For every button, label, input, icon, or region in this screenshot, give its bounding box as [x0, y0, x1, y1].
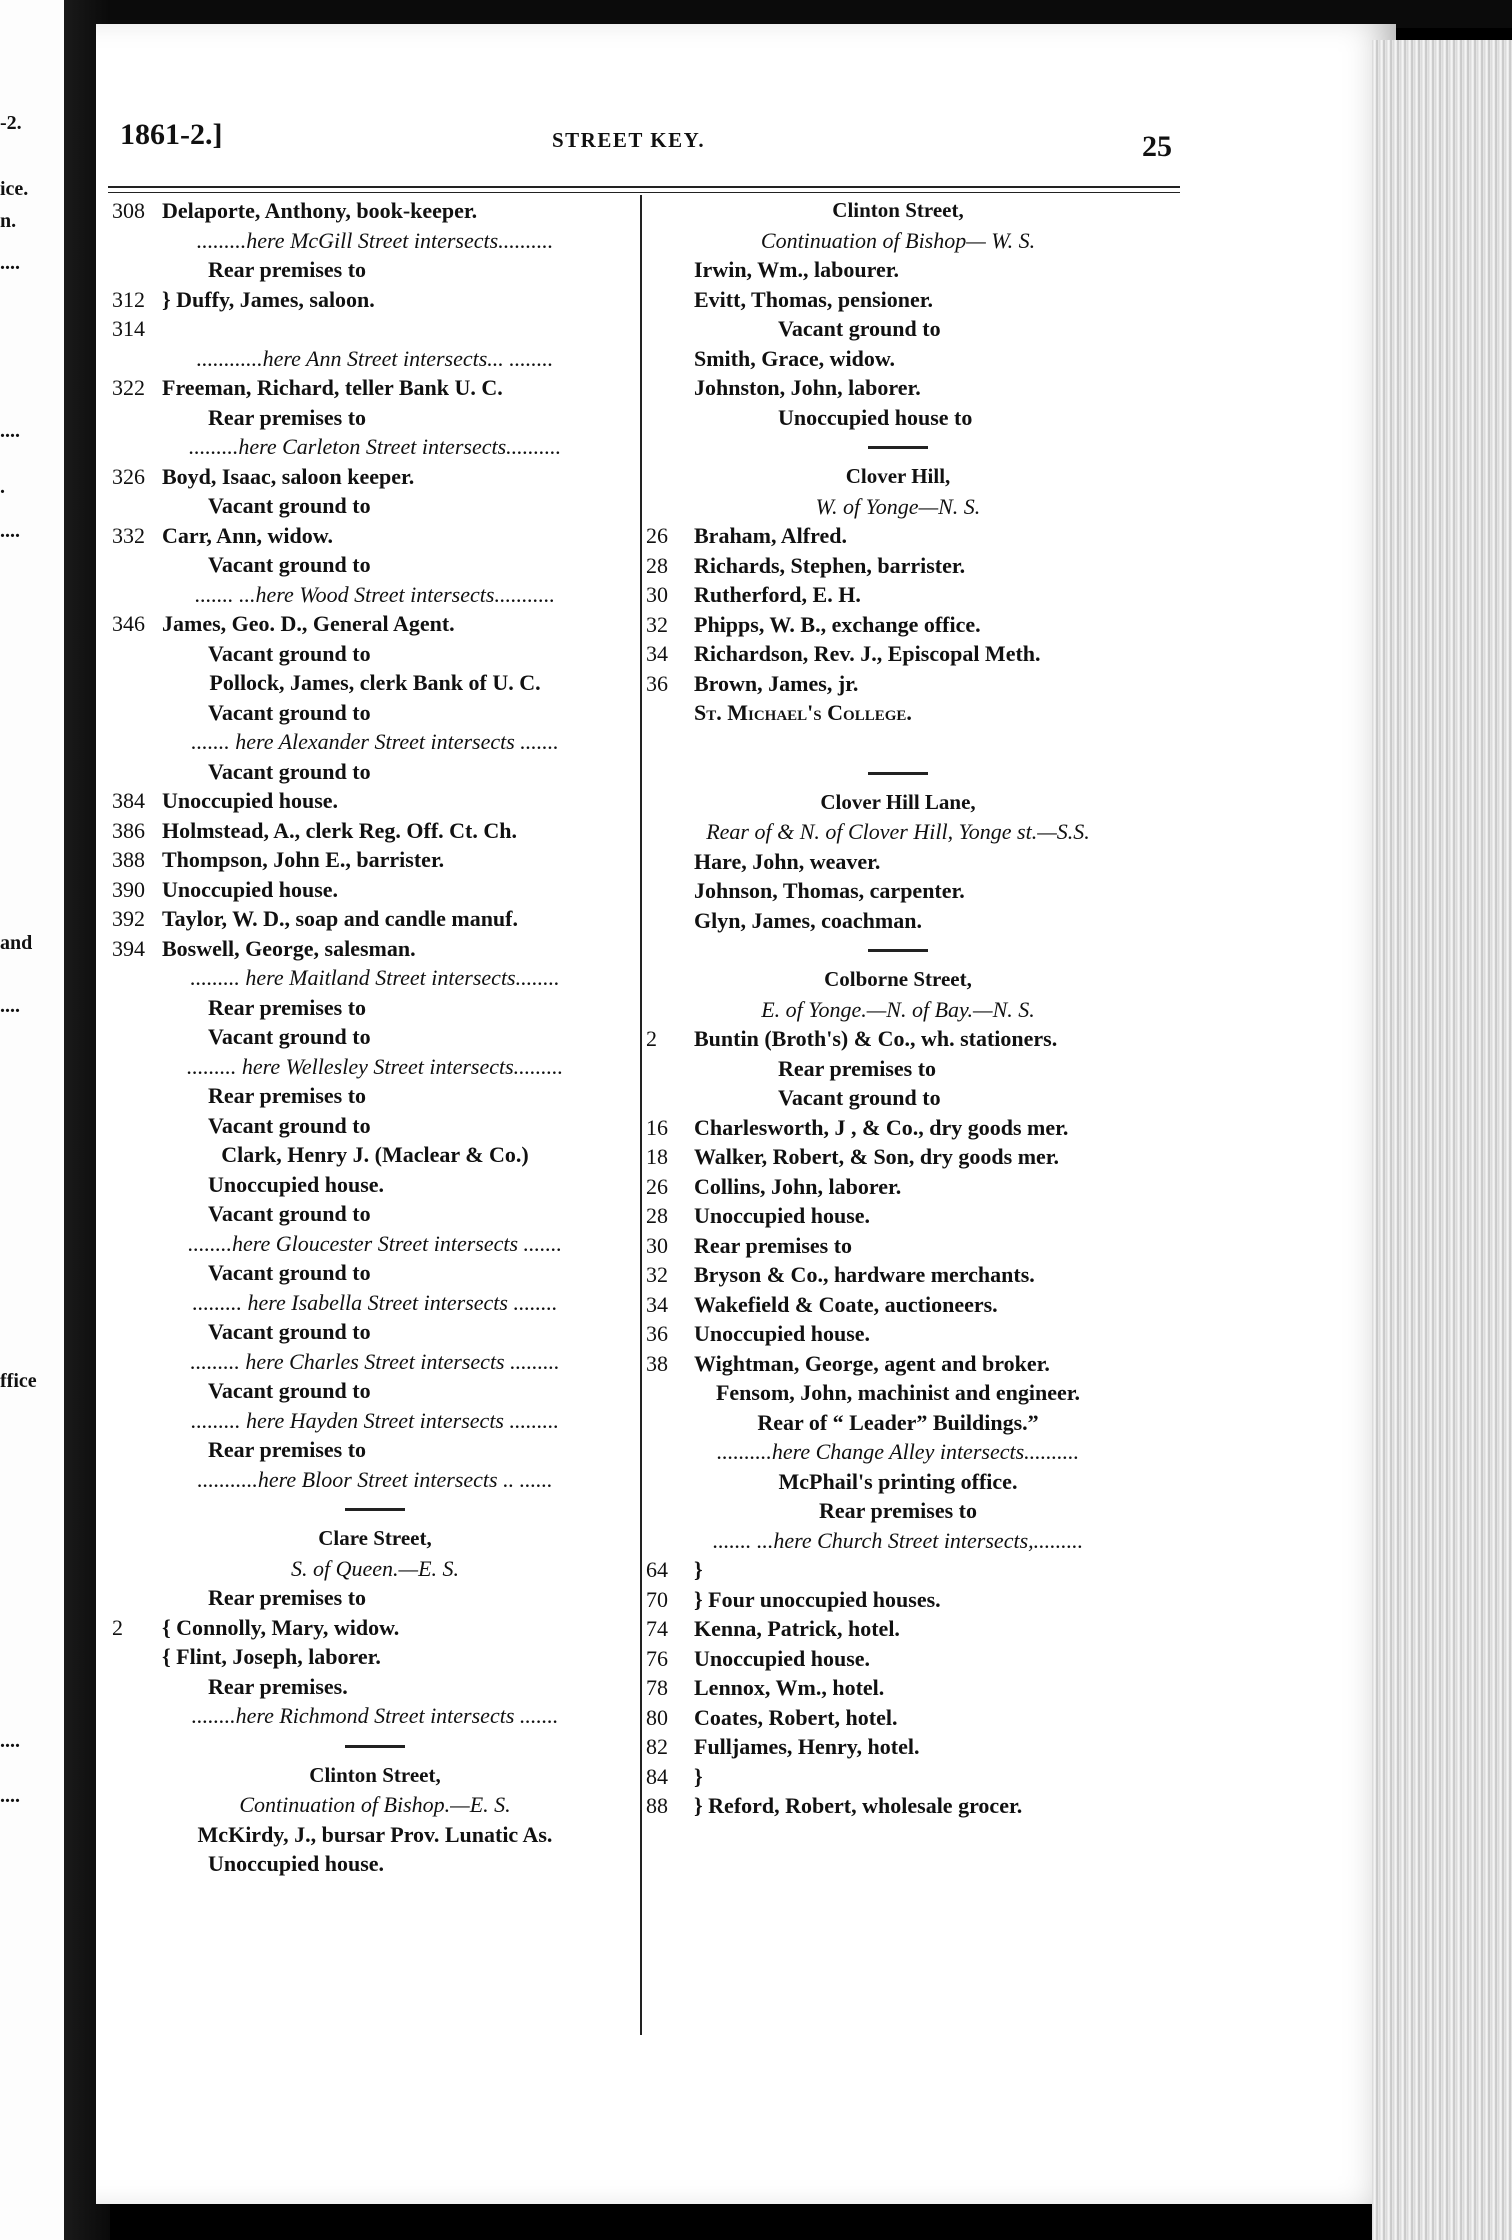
directory-entry — [112, 786, 638, 816]
occupant-text: Unoccupied house. — [694, 1203, 871, 1228]
occupant-text: } Four unoccupied houses. — [694, 1586, 941, 1612]
directory-entry — [618, 1467, 1178, 1497]
header-rule-top — [108, 186, 1180, 188]
house-number: 88 — [646, 1793, 668, 1818]
directory-entry — [618, 1172, 1178, 1202]
house-number: 26 — [646, 1173, 668, 1199]
house-number: 332 — [112, 522, 145, 548]
directory-entry — [618, 551, 1178, 581]
intersection-text: ....... ...here Wood Street intersects........... — [195, 581, 555, 607]
occupant-text: Buntin (Broth's) & Co., wh. stationers. — [694, 1026, 1058, 1051]
occupant-text: Unoccupied house. — [694, 1321, 871, 1346]
intersection-line — [112, 1347, 638, 1377]
directory-entry — [618, 1260, 1178, 1290]
intersection-text: ........here Gloucester Street intersects ....... — [187, 1230, 563, 1256]
intersection-text: ......... here Wellesley Street intersects......... — [186, 1053, 564, 1079]
directory-entry — [618, 285, 1178, 315]
previous-page-fragment: .... — [0, 520, 20, 542]
premises-note — [112, 1170, 638, 1200]
directory-entry — [618, 1024, 1178, 1054]
intersection-line — [112, 963, 638, 993]
occupant-text: Richardson, Rev. J., Episcopal Meth. — [694, 641, 1041, 666]
street-name: Clover Hill, — [845, 464, 951, 488]
intersection-text: ....... ...here Church Street intersects,......... — [712, 1527, 1084, 1553]
intersection-line — [112, 1288, 638, 1318]
occupant-text: Rear premises to — [694, 1232, 853, 1258]
house-number: 34 — [646, 641, 668, 666]
occupant-text: Braham, Alfred. — [694, 523, 847, 548]
occupant-text: Brown, James, jr. — [694, 670, 859, 696]
intersection-line — [112, 226, 638, 256]
previous-page-fragment: -2. — [0, 112, 22, 134]
separator-dash — [868, 949, 928, 952]
previous-page-fragment: . — [0, 476, 5, 498]
premises-note — [618, 403, 1178, 433]
spacer — [618, 728, 1178, 758]
previous-page-fragment: .... — [0, 1785, 20, 1807]
directory-entry — [618, 698, 1178, 728]
street-name: Clinton Street, — [832, 198, 964, 222]
occupant-text: Delaporte, Anthony, book-keeper. — [162, 198, 478, 223]
house-number: 74 — [646, 1616, 668, 1641]
street-location-text: S. of Queen.—E. S. — [290, 1555, 460, 1581]
directory-entry — [618, 1555, 1178, 1585]
premises-text: Vacant ground to — [208, 1378, 371, 1403]
premises-note — [112, 1111, 638, 1141]
premises-text: Rear premises to — [208, 404, 367, 430]
premises-text: Vacant ground to — [208, 1024, 371, 1049]
house-number: 76 — [646, 1645, 668, 1671]
directory-entry — [112, 1820, 638, 1850]
directory-entry — [618, 521, 1178, 551]
directory-entry — [618, 669, 1178, 699]
premises-note — [112, 1672, 638, 1702]
premises-text: Rear premises. — [208, 1673, 348, 1699]
house-number: 78 — [646, 1675, 668, 1700]
directory-entry — [618, 1703, 1178, 1733]
section-separator — [618, 758, 1178, 788]
occupant-text: McKirdy, J., bursar Prov. Lunatic As. — [197, 1821, 553, 1847]
premises-note — [112, 1435, 638, 1465]
section-separator — [618, 935, 1178, 965]
directory-entry — [618, 847, 1178, 877]
occupant-text: Wightman, George, agent and broker. — [694, 1350, 1050, 1376]
premises-note — [112, 1317, 638, 1347]
house-number: 18 — [646, 1144, 668, 1169]
directory-entry — [112, 314, 638, 344]
premises-note — [112, 1022, 638, 1052]
house-number: 390 — [112, 876, 145, 902]
directory-entry — [618, 1113, 1178, 1143]
intersection-line — [112, 1052, 638, 1082]
occupant-text: { Connolly, Mary, widow. — [162, 1614, 400, 1640]
premises-note — [112, 1376, 638, 1406]
intersection-text: ......... here Charles Street intersects ......... — [190, 1348, 560, 1374]
house-number: 84 — [646, 1763, 668, 1789]
street-location — [618, 995, 1178, 1025]
premises-note — [112, 491, 638, 521]
occupant-text: Bryson & Co., hardware merchants. — [694, 1262, 1035, 1287]
street-name: Clare Street, — [318, 1526, 432, 1550]
directory-entry — [112, 196, 638, 226]
occupant-text: Holmstead, A., clerk Reg. Off. Ct. Ch. — [162, 817, 518, 843]
intersection-line — [618, 1437, 1178, 1467]
occupant-text: Rear of “ Leader” Buildings.” — [757, 1409, 1039, 1435]
house-number: 36 — [646, 1321, 668, 1346]
directory-entry — [618, 580, 1178, 610]
occupant-text: James, Geo. D., General Agent. — [162, 611, 455, 636]
occupant-text: Unoccupied house. — [162, 876, 339, 902]
premises-text: Vacant ground to — [208, 1260, 371, 1285]
directory-entry — [112, 373, 638, 403]
separator-dash — [868, 446, 928, 449]
street-heading — [618, 788, 1178, 818]
premises-note — [618, 1054, 1178, 1084]
directory-entry — [618, 1585, 1178, 1615]
page-stack-edge — [1372, 40, 1512, 2240]
house-number: 64 — [646, 1557, 668, 1582]
house-number: 314 — [112, 316, 145, 341]
section-separator — [112, 1494, 638, 1524]
premises-text: Vacant ground to — [208, 1319, 371, 1344]
house-number: 70 — [646, 1586, 668, 1612]
premises-text: Unoccupied house. — [208, 1171, 385, 1197]
house-number: 326 — [112, 463, 145, 489]
page-header-year: 1861-2.] — [120, 118, 223, 151]
premises-text: Vacant ground to — [208, 1201, 371, 1226]
intersection-text: ........here Richmond Street intersects ....... — [191, 1703, 559, 1728]
left-column — [112, 196, 638, 1879]
premises-text: Rear premises to — [208, 1083, 367, 1108]
directory-entry — [618, 1673, 1178, 1703]
house-number: 308 — [112, 198, 145, 223]
occupant-text: Fensom, John, machinist and engineer. — [715, 1380, 1081, 1405]
premises-note — [112, 639, 638, 669]
house-number: 30 — [646, 1232, 668, 1258]
directory-entry — [618, 1319, 1178, 1349]
directory-entry — [618, 1231, 1178, 1261]
occupant-text: Rear premises to — [818, 1498, 978, 1523]
intersection-line — [112, 580, 638, 610]
occupant-text: Pollock, James, clerk Bank of U. C. — [209, 670, 541, 695]
occupant-text: Lennox, Wm., hotel. — [694, 1675, 885, 1700]
premises-text: Unoccupied house. — [208, 1851, 385, 1876]
section-separator — [112, 1731, 638, 1761]
occupant-text: Unoccupied house. — [694, 1645, 871, 1671]
directory-entry — [618, 255, 1178, 285]
premises-text: Vacant ground to — [778, 1085, 941, 1110]
occupant-text: Fulljames, Henry, hotel. — [694, 1734, 920, 1759]
occupant-text: Charlesworth, J , & Co., dry goods mer. — [694, 1114, 1069, 1140]
occupant-text: Boswell, George, salesman. — [162, 935, 416, 961]
street-location-text: Continuation of Bishop— W. S. — [760, 227, 1036, 253]
occupant-text: Boyd, Isaac, saloon keeper. — [162, 463, 415, 489]
house-number: 28 — [646, 1203, 668, 1228]
occupant-text: Glyn, James, coachman. — [694, 907, 922, 933]
house-number: 34 — [646, 1291, 668, 1317]
directory-entry — [112, 462, 638, 492]
occupant-text: Kenna, Patrick, hotel. — [694, 1616, 900, 1641]
intersection-text: ......... here Hayden Street intersects ......... — [190, 1407, 559, 1433]
street-heading — [112, 1524, 638, 1554]
previous-page-fragment: .... — [0, 995, 20, 1017]
premises-text: Vacant ground to — [208, 640, 371, 666]
occupant-text: Taylor, W. D., soap and candle manuf. — [162, 906, 518, 931]
premises-text: Vacant ground to — [208, 493, 371, 518]
directory-entry — [112, 875, 638, 905]
street-location-text: W. of Yonge—N. S. — [815, 493, 981, 519]
occupant-text: Johnston, John, laborer. — [694, 375, 921, 400]
directory-entry — [112, 845, 638, 875]
occupant-text: Irwin, Wm., labourer. — [694, 257, 899, 282]
intersection-line — [112, 1701, 638, 1731]
house-number: 386 — [112, 817, 145, 843]
directory-entry — [618, 610, 1178, 640]
premises-note — [112, 698, 638, 728]
street-name: Clinton Street, — [309, 1762, 441, 1787]
street-name: Colborne Street, — [824, 967, 972, 991]
premises-text: Vacant ground to — [208, 758, 371, 784]
premises-text: Rear premises to — [208, 257, 367, 282]
premises-note — [112, 255, 638, 285]
separator-dash — [345, 1745, 405, 1748]
intersection-line — [112, 432, 638, 462]
separator-dash — [345, 1508, 405, 1511]
directory-entry — [112, 1642, 638, 1672]
street-heading — [618, 965, 1178, 995]
house-number: 26 — [646, 523, 668, 548]
house-number: 2 — [112, 1614, 123, 1640]
house-number: 392 — [112, 906, 145, 931]
intersection-text: .........here Carleton Street intersects.......... — [188, 434, 562, 459]
occupant-text: Johnson, Thomas, carpenter. — [694, 878, 965, 903]
house-number: 322 — [112, 375, 145, 400]
occupant-text: Rutherford, E. H. — [694, 582, 861, 607]
intersection-line — [112, 1229, 638, 1259]
page-header-title: STREET KEY. — [552, 128, 706, 152]
house-number: 28 — [646, 552, 668, 578]
directory-entry — [618, 1644, 1178, 1674]
directory-entry — [618, 1378, 1178, 1408]
premises-note — [112, 1199, 638, 1229]
street-heading — [618, 462, 1178, 492]
premises-text: Vacant ground to — [208, 1112, 371, 1138]
section-separator — [618, 432, 1178, 462]
house-number: 36 — [646, 670, 668, 696]
occupant-text: Thompson, John E., barrister. — [162, 847, 445, 872]
street-location-text: Rear of & N. of Clover Hill, Yonge st.—S.S. — [706, 819, 1090, 844]
premises-note — [112, 1258, 638, 1288]
premises-text: Unoccupied house to — [778, 404, 973, 430]
street-heading — [618, 196, 1178, 226]
premises-note — [112, 1583, 638, 1613]
occupant-text: Hare, John, weaver. — [694, 848, 881, 874]
street-heading — [112, 1761, 638, 1791]
directory-entry — [112, 1140, 638, 1170]
directory-entry — [112, 1613, 638, 1643]
occupant-text: Wakefield & Coate, auctioneers. — [694, 1291, 998, 1317]
street-location — [112, 1554, 638, 1584]
house-number: 32 — [646, 1262, 668, 1287]
intersection-line — [112, 344, 638, 374]
page-number: 25 — [1142, 130, 1172, 163]
occupant-text: Unoccupied house. — [162, 788, 339, 813]
occupant-text: Carr, Ann, widow. — [162, 522, 333, 548]
intersection-text: ............here Ann Street intersects... ........ — [196, 345, 554, 371]
intersection-line — [618, 1526, 1178, 1556]
occupant-text: } — [694, 1763, 703, 1789]
directory-entry — [618, 1614, 1178, 1644]
premises-note — [112, 550, 638, 580]
house-number: 16 — [646, 1114, 668, 1140]
occupant-text: Walker, Robert, & Son, dry goods mer. — [694, 1144, 1060, 1169]
premises-note — [112, 1081, 638, 1111]
intersection-text: ......... here Isabella Street intersects ........ — [192, 1289, 558, 1315]
intersection-text: ..........here Change Alley intersects.......... — [716, 1439, 1080, 1464]
street-location-text: E. of Yonge.—N. of Bay.—N. S. — [761, 996, 1035, 1022]
previous-page-fragment: n. — [0, 210, 17, 232]
premises-text: Vacant ground to — [208, 552, 371, 577]
house-number: 346 — [112, 611, 145, 636]
occupant-text: Evitt, Thomas, pensioner. — [694, 286, 933, 312]
premises-text: Vacant ground to — [208, 699, 371, 725]
right-column — [618, 196, 1178, 1821]
street-location-text: Continuation of Bishop.—E. S. — [239, 1792, 511, 1817]
directory-entry — [618, 1290, 1178, 1320]
house-number: 384 — [112, 788, 145, 813]
intersection-text: ....... here Alexander Street intersects ....... — [191, 729, 559, 754]
premises-text: Rear premises to — [208, 994, 367, 1020]
premises-text: Vacant ground to — [778, 316, 941, 341]
occupant-text: } Reford, Robert, wholesale grocer. — [694, 1793, 1023, 1818]
separator-dash — [868, 772, 928, 775]
directory-entry — [112, 816, 638, 846]
intersection-text: ...........here Bloor Street intersects .. ...... — [197, 1466, 553, 1492]
directory-entry — [618, 1732, 1178, 1762]
premises-text: Rear premises to — [778, 1055, 937, 1081]
directory-entry — [618, 1142, 1178, 1172]
directory-entry — [618, 906, 1178, 936]
occupant-text: St. Michael's College. — [694, 700, 912, 725]
previous-page-fragment: .... — [0, 252, 20, 274]
directory-entry — [618, 1349, 1178, 1379]
street-location — [112, 1790, 638, 1820]
directory-entry — [112, 934, 638, 964]
house-number: 388 — [112, 847, 145, 872]
house-number: 30 — [646, 582, 668, 607]
previous-page-fragment: and — [0, 932, 33, 954]
occupant-text: Phipps, W. B., exchange office. — [694, 611, 981, 637]
directory-entry — [112, 521, 638, 551]
house-number: 312 — [112, 286, 145, 312]
directory-entry — [112, 904, 638, 934]
occupant-text: { Flint, Joseph, laborer. — [162, 1644, 381, 1669]
premises-note — [112, 1849, 638, 1879]
intersection-line — [112, 727, 638, 757]
occupant-text: Richards, Stephen, barrister. — [694, 552, 966, 578]
occupant-text: Freeman, Richard, teller Bank U. C. — [162, 375, 503, 400]
directory-entry — [112, 668, 638, 698]
directory-entry — [618, 876, 1178, 906]
occupant-text: } Duffy, James, saloon. — [162, 286, 375, 312]
directory-entry — [618, 1201, 1178, 1231]
premises-text: Rear premises to — [208, 1437, 367, 1462]
occupant-text: Clark, Henry J. (Maclear & Co.) — [221, 1142, 529, 1167]
intersection-line — [112, 1406, 638, 1436]
directory-entry — [112, 285, 638, 315]
house-number: 2 — [646, 1026, 657, 1051]
directory-entry — [618, 639, 1178, 669]
house-number: 38 — [646, 1350, 668, 1376]
previous-page-fragment: ffice — [0, 1370, 37, 1392]
previous-page-fragment: .... — [0, 1730, 20, 1752]
directory-entry — [618, 373, 1178, 403]
house-number: 394 — [112, 935, 145, 961]
directory-entry — [618, 344, 1178, 374]
directory-entry — [618, 1762, 1178, 1792]
street-location — [618, 226, 1178, 256]
intersection-text: ......... here Maitland Street intersects........ — [190, 965, 560, 990]
street-location — [618, 492, 1178, 522]
occupant-text: } — [694, 1557, 703, 1582]
previous-page-fragment: ice. — [0, 178, 29, 200]
intersection-line — [112, 1465, 638, 1495]
header-rule-bottom — [108, 192, 1180, 193]
occupant-text: Collins, John, laborer. — [694, 1173, 902, 1199]
house-number: 32 — [646, 611, 668, 637]
occupant-text: McPhail's printing office. — [778, 1468, 1018, 1494]
premises-note — [112, 993, 638, 1023]
premises-note — [618, 1083, 1178, 1113]
directory-entry — [112, 609, 638, 639]
directory-entry — [618, 1408, 1178, 1438]
street-name: Clover Hill Lane, — [820, 789, 976, 814]
intersection-text: .........here McGill Street intersects.......... — [196, 227, 554, 253]
premises-text: Rear premises to — [208, 1585, 367, 1610]
house-number: 82 — [646, 1734, 668, 1759]
previous-page-fragment: .... — [0, 420, 20, 442]
previous-page-edge — [0, 0, 70, 2240]
occupant-text: Smith, Grace, widow. — [694, 345, 896, 371]
premises-note — [618, 314, 1178, 344]
premises-note — [112, 757, 638, 787]
house-number: 80 — [646, 1704, 668, 1730]
premises-note — [112, 403, 638, 433]
directory-entry — [618, 1496, 1178, 1526]
street-location — [618, 817, 1178, 847]
directory-entry — [618, 1791, 1178, 1821]
occupant-text: Coates, Robert, hotel. — [694, 1704, 898, 1730]
